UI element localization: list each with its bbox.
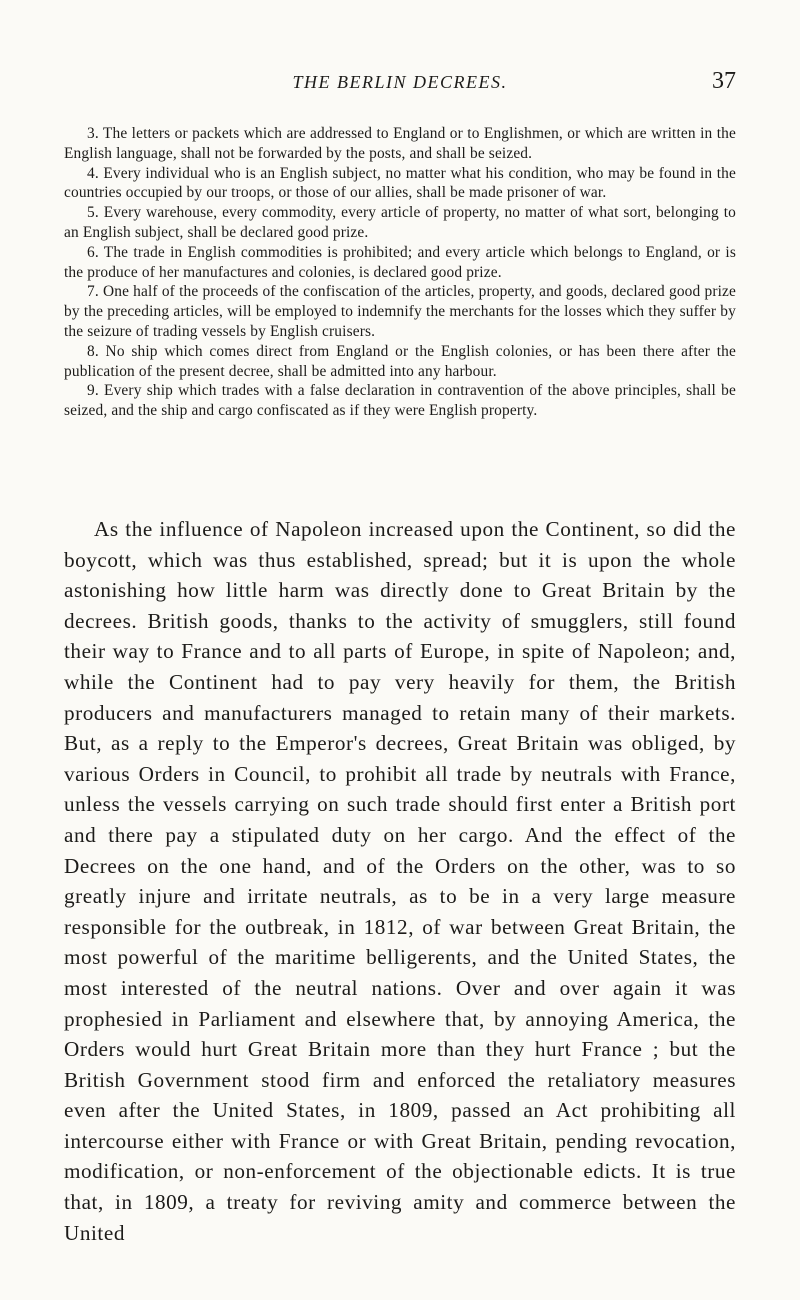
article-5: 5. Every warehouse, every commodity, every article of property, no matter of what sort, belonging to an English subject, shall be declared good prize. (64, 204, 736, 241)
running-head (64, 68, 736, 100)
article-6: 6. The trade in English commodities is prohibited; and every article which belongs to England, or is the produce of her manufactures and colonies, is declared good prize. (64, 243, 736, 281)
article-9: 9. Every ship which trades with a false declaration in contravention of the above principles, shall be seized, and the ship and cargo confiscated as if they were English property. (64, 382, 736, 420)
article-4: 4. Every individual who is an English subject, no matter what his condition, who may be found in the countries occupied by our troops, or those of our allies, shall be made prisoner of war. (64, 164, 736, 202)
article-3: 3. The letters or packets which are addressed to England or to Englishmen, or which are written in the English language, shall not be forwarded by the posts, and shall be seized. (64, 125, 736, 162)
decree-articles (64, 124, 736, 421)
page-number: 37 (712, 68, 736, 94)
article-7: 7. One half of the proceeds of the confiscation of the articles, property, and goods, declared good prize by the preceding articles, will be employed to indemnify the merchants for the losses which they suffer by the seizure of trading vessels by English cruisers. (64, 283, 736, 340)
article-8: 8. No ship which comes direct from England or the English colonies, or has been there after the publication of the present decree, shall be admitted into any harbour. (64, 342, 736, 380)
running-title: THE BERLIN DECREES. (292, 72, 508, 92)
body-paragraph: As the influence of Napoleon increased upon the Continent, so did the boycott, which was thus established, spread; but it is upon the whole astonishing how little harm was directly done to Great Britain by the decrees. British goods, thanks to the activity of smugglers, still found their way to France and to all parts of Europe, in spite of Napoleon; and, while the Continent had to pay very heavily for them, the British producers and manufacturers managed to retain many of their markets. But, as a reply to the Emperor's decrees, Great Britain was obliged, by various Orders in Council, to prohibit all trade by neutrals with France, unless the vessels carrying on such trade should first enter a British port and there pay a stipulated duty on her cargo. And the effect of the Decrees on the one hand, and of the Orders on the other, was to so greatly injure and irritate neutrals, as to be in a very large measure responsible for the outbreak, in 1812, of war between Great Britain, the most powerful of the maritime belligerents, and the United States, the most interested of the neutral nations. Over and over again it was prophesied in Parliament and elsewhere that, by annoying America, the Orders would hurt Great Britain more than they hurt France ; but the British Government stood firm and enforced the retaliatory measures even after the United States, in 1809, passed an Act prohibiting all intercourse either with France or with Great Britain, pending revocation, modification, or non-enforcement of the objectionable edicts. It is true that, in 1809, a treaty for reviving amity and commerce between the United (64, 517, 736, 1245)
